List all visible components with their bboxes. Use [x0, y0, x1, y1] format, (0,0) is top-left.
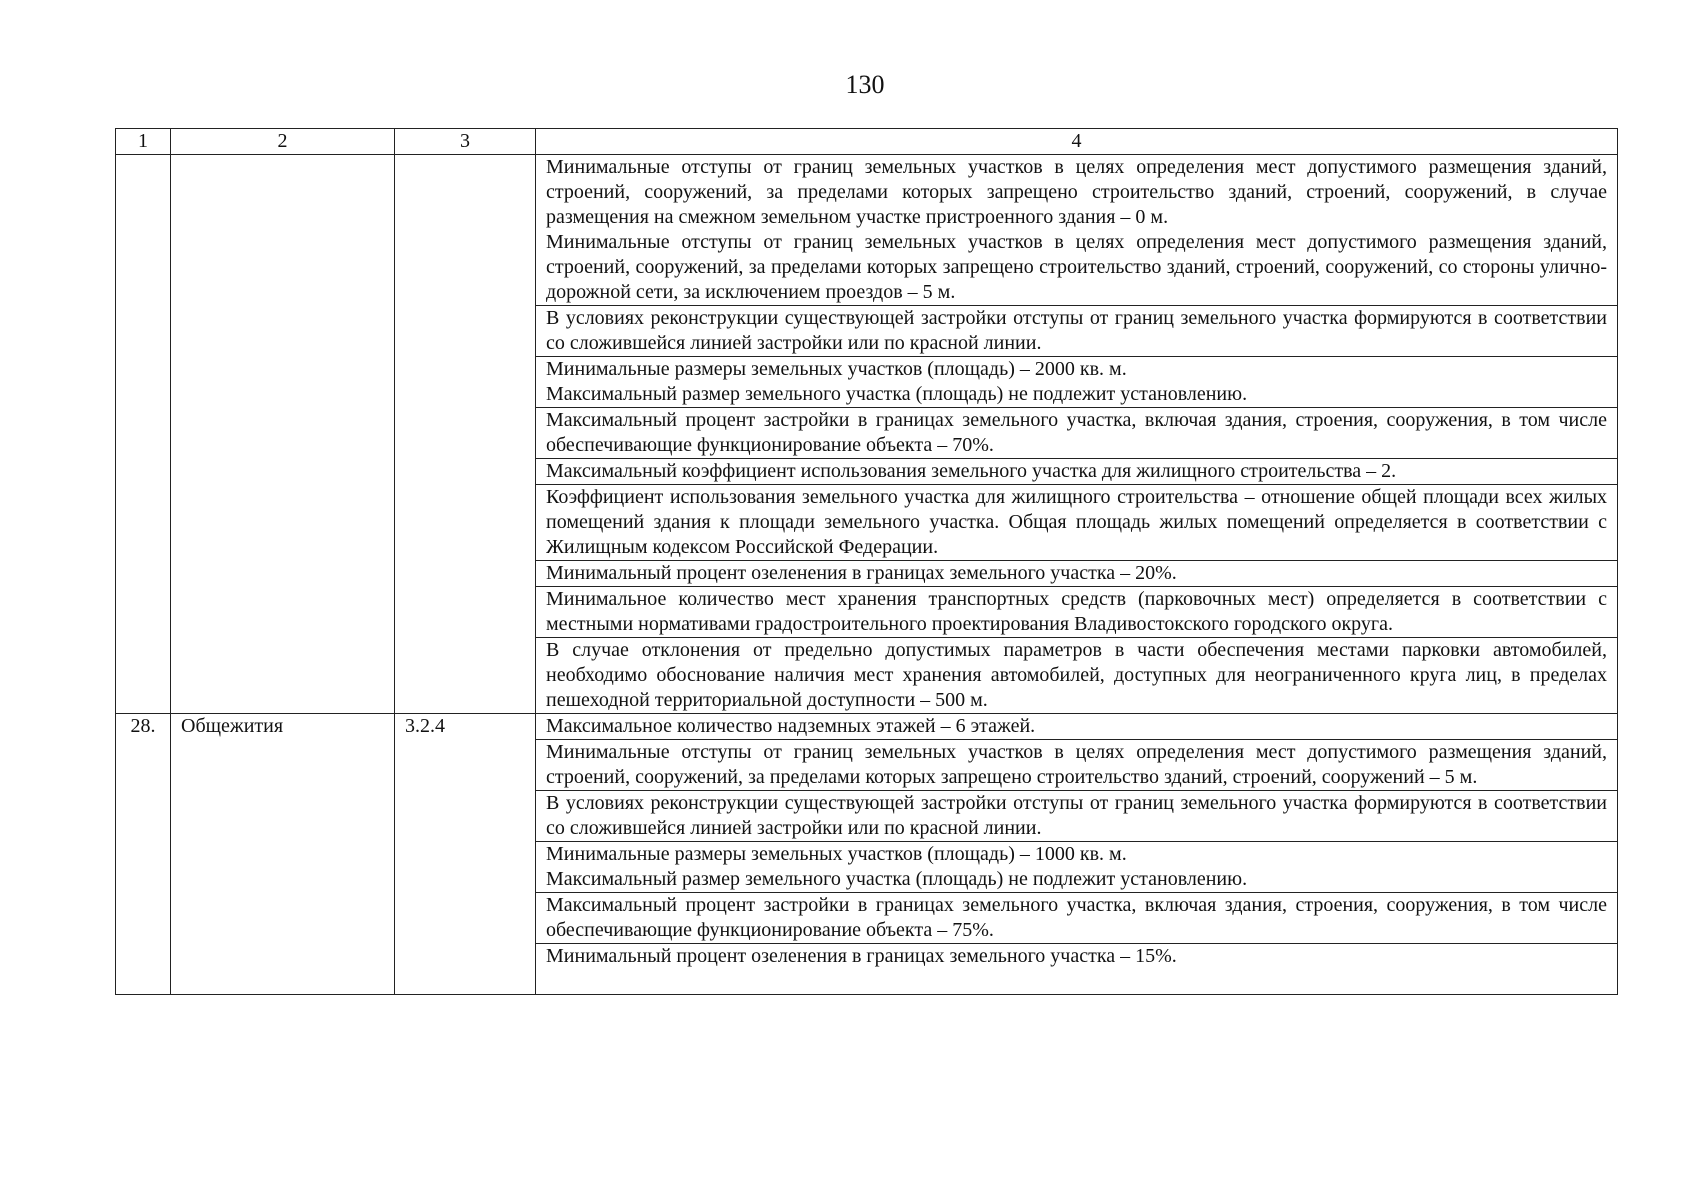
parameter-text: Минимальный процент озеленения в границах земельного участка – 15%.: [546, 945, 1177, 967]
header-row: [116, 129, 1618, 155]
row-number-cell: 28.: [116, 714, 171, 995]
page-number: 130: [845, 70, 885, 99]
row-name-cell: [171, 155, 395, 714]
parameter-cell: [536, 638, 1618, 714]
parameter-text: Максимальный процент застройки в границах земельного участка, включая здания, строения, сооружения, в том числе обеспечивающие функционирование объекта – 75%.: [546, 894, 1607, 941]
column-header-2: 2: [171, 129, 395, 155]
parameter-text: Минимальное количество мест хранения транспортных средств (парковочных мест) определяется в соответствии с местными нормативами градостроительного проектирования Владивостокского городского округа.: [546, 588, 1607, 635]
parameter-cell: [536, 714, 1618, 740]
parameter-text: Максимальный коэффициент использования земельного участка для жилищного строительства – 2.: [546, 460, 1397, 482]
parameter-cell: [536, 893, 1618, 944]
table-row: [116, 714, 1618, 740]
row-code-cell: 3.2.4: [395, 714, 536, 995]
parameter-cell: [536, 155, 1618, 306]
regulations-table: [115, 128, 1618, 995]
parameter-cell: [536, 408, 1618, 459]
parameter-text: Минимальные отступы от границ земельных участков в целях определения мест допустимого размещения зданий, строений, сооружений, за пределами которых запрещено строительство зданий, строений, сооружений, в случае размещения на смежном земельном участке пристроенного здания – 0 м.: [546, 156, 1607, 228]
column-header-3: 3: [395, 129, 536, 155]
parameter-cell: [536, 459, 1618, 485]
parameter-cell: [536, 944, 1618, 995]
parameter-cell: [536, 791, 1618, 842]
parameter-text: Коэффициент использования земельного участка для жилищного строительства – отношение общей площади всех жилых помещений здания к площади земельного участка. Общая площадь жилых помещений определяется в соответствии с Жилищным кодексом Российской Федерации.: [546, 486, 1607, 558]
parameter-cell: [536, 561, 1618, 587]
parameter-text: Минимальные отступы от границ земельных участков в целях определения мест допустимого размещения зданий, строений, сооружений, за пределами которых запрещено строительство зданий, строений, сооружений, со стороны улично-дорожной сети, за исключением проездов – 5 м.: [546, 231, 1607, 303]
column-header-4: 4: [536, 129, 1618, 155]
parameter-text: Максимальный процент застройки в границах земельного участка, включая здания, строения, сооружения, в том числе обеспечивающие функционирование объекта – 70%.: [546, 409, 1607, 456]
parameter-cell: [536, 842, 1618, 893]
parameter-text: В случае отклонения от предельно допустимых параметров в части обеспечения местами парковки автомобилей, необходимо обоснование наличия мест хранения автомобилей, доступных для неограниченного круга лиц, в пределах пешеходной территориальной доступности – 500 м.: [546, 639, 1607, 711]
parameter-cell: [536, 357, 1618, 408]
parameter-text: Максимальный размер земельного участка (площадь) не подлежит установлению.: [546, 868, 1248, 890]
parameter-cell: [536, 306, 1618, 357]
parameter-cell: [536, 587, 1618, 638]
row-number-cell: [116, 155, 171, 714]
parameter-text: Минимальные размеры земельных участков (площадь) – 2000 кв. м.: [546, 358, 1127, 380]
row-name-cell: Общежития: [171, 714, 395, 995]
parameter-text: В условиях реконструкции существующей застройки отступы от границ земельного участка формируются в соответствии со сложившейся линией застройки или по красной линии.: [546, 792, 1607, 839]
parameter-cell: [536, 485, 1618, 561]
table-row: [116, 155, 1618, 306]
parameter-text: Минимальный процент озеленения в границах земельного участка – 20%.: [546, 562, 1177, 584]
row-code-cell: [395, 155, 536, 714]
parameter-text: Максимальный размер земельного участка (площадь) не подлежит установлению.: [546, 383, 1248, 405]
parameter-text: Максимальное количество надземных этажей – 6 этажей.: [546, 715, 1036, 737]
parameter-text: Минимальные отступы от границ земельных участков в целях определения мест допустимого размещения зданий, строений, сооружений, за пределами которых запрещено строительство зданий, строений, сооружений – 5 м.: [546, 741, 1607, 788]
parameter-text: В условиях реконструкции существующей застройки отступы от границ земельного участка формируются в соответствии со сложившейся линией застройки или по красной линии.: [546, 307, 1607, 354]
column-header-1: 1: [116, 129, 171, 155]
parameter-cell: [536, 740, 1618, 791]
parameter-text: Минимальные размеры земельных участков (площадь) – 1000 кв. м.: [546, 843, 1127, 865]
